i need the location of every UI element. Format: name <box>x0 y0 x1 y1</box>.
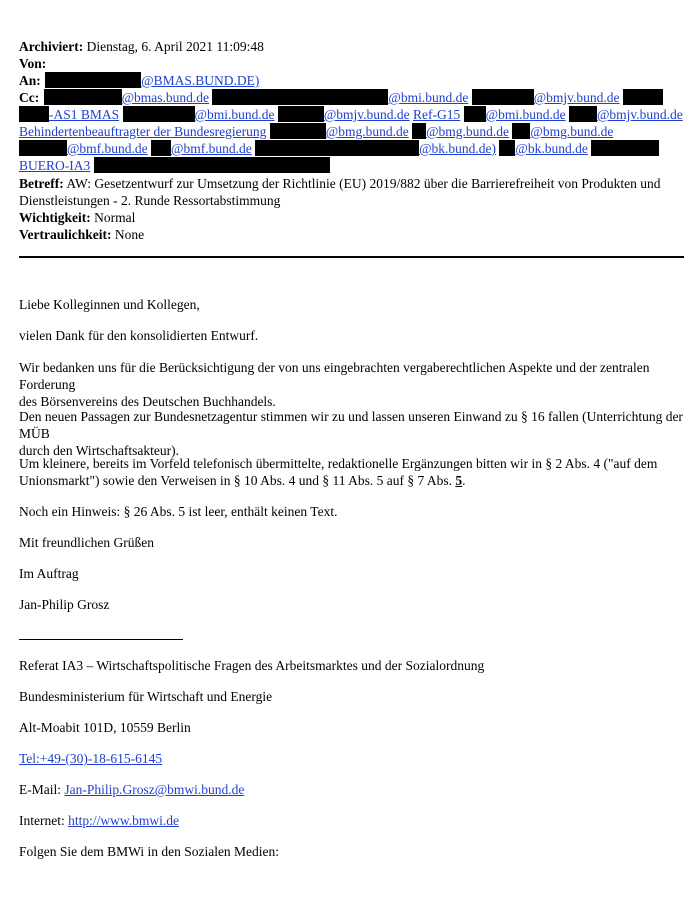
importance-row <box>19 209 684 226</box>
cc-link-bmi-1[interactable]: @bmi.bund.de <box>388 90 469 105</box>
signature-tel-row <box>19 750 684 767</box>
redaction <box>591 140 659 156</box>
paragraph-3-line-2-text: Unionsmarkt") sowie den Verweisen in § 10 Abs. 4 und § 11 Abs. 5 auf § 7 Abs. <box>19 473 456 488</box>
redaction <box>255 140 419 156</box>
cc-link-bmas[interactable]: @bmas.bund.de <box>121 90 210 105</box>
cc-link-bmf-2[interactable]: @bmf.bund.de <box>171 141 252 156</box>
cc-link-bmg-3[interactable]: @bmg.bund.de <box>530 124 614 139</box>
signature-ministry: Bundesministerium für Wirtschaft und Energie <box>19 689 273 704</box>
subject-row-2 <box>19 192 684 209</box>
paragraph-3-line-2 <box>19 472 684 489</box>
email-link[interactable]: Jan-Philip.Grosz@bmwi.bund.de <box>64 782 245 797</box>
header-divider <box>19 256 684 258</box>
email-label: E-Mail: <box>19 782 65 797</box>
cc-link-bmf-1[interactable]: @bmf.bund.de <box>67 141 148 156</box>
redaction <box>412 123 426 139</box>
signature-divider <box>19 639 183 640</box>
thanks-paragraph: vielen Dank für den konsolidierten Entwurf. <box>19 328 259 343</box>
from-label: Von: <box>19 56 47 71</box>
paragraph-2-line-1: Den neuen Passagen zur Bundesnetzagentur stimmen wir zu und lassen unseren Einwand zu § 16 fallen (Unterrichtung der MÜB <box>19 409 683 441</box>
im-auftrag: Im Auftrag <box>19 566 79 581</box>
redaction <box>270 123 326 139</box>
cc-link-bmjv-3[interactable]: @bmjv.bund.de <box>596 107 683 122</box>
cc-link-bmg-2[interactable]: @bmg.bund.de <box>426 124 510 139</box>
paragraph-2 <box>19 408 684 459</box>
highlighted-number: 5 <box>455 473 463 488</box>
subject-row <box>19 175 684 192</box>
cc-link-buero-ia3[interactable]: BUERO-IA3 <box>19 158 91 173</box>
redaction <box>623 89 663 105</box>
archived-label: Archiviert: <box>19 39 84 54</box>
cc-link-behindertenbeauftragter[interactable]: Behindertenbeauftragter der Bundesregierung <box>19 124 267 139</box>
paragraph-2-line-2: durch den Wirtschaftsakteur). <box>19 443 180 458</box>
redaction <box>464 106 486 122</box>
signature-internet-row <box>19 812 684 829</box>
subject-line-2: Dienstleistungen - 2. Runde Ressortabstimmung <box>19 193 281 208</box>
archived-value: Dienstag, 6. April 2021 11:09:48 <box>83 39 264 54</box>
confidentiality-label: Vertraulichkeit: <box>19 227 112 242</box>
paragraph-4: Noch ein Hinweis: § 26 Abs. 5 ist leer, enthält keinen Text. <box>19 504 338 519</box>
paragraph-1-line-2: des Börsenvereins des Deutschen Buchhandels. <box>19 394 276 409</box>
cc-row-5 <box>19 157 684 174</box>
cc-link-bmi-3[interactable]: @bmi.bund.de <box>485 107 566 122</box>
importance-value: Normal <box>90 210 136 225</box>
to-row <box>19 72 684 89</box>
redaction <box>44 89 122 105</box>
redaction <box>472 89 534 105</box>
cc-link-bmi-2[interactable]: @bmi.bund.de <box>194 107 275 122</box>
paragraph-1 <box>19 359 684 410</box>
cc-row-4 <box>19 140 684 157</box>
to-address-link[interactable]: @BMAS.BUND.DE) <box>141 73 260 88</box>
sender-name: Jan-Philip Grosz <box>19 597 110 612</box>
tel-link[interactable]: Tel:+49-(30)-18-615-6145 <box>19 751 163 766</box>
confidentiality-row <box>19 226 684 243</box>
redaction <box>569 106 597 122</box>
redaction <box>19 106 49 122</box>
redaction <box>212 89 388 105</box>
closing: Mit freundlichen Grüßen <box>19 535 154 550</box>
cc-link-ref-g15[interactable]: Ref-G15 <box>413 107 461 122</box>
confidentiality-value: None <box>111 227 145 242</box>
signature-social: Folgen Sie dem BMWi in den Sozialen Medien: <box>19 844 280 859</box>
paragraph-3-period: . <box>462 473 466 488</box>
paragraph-3 <box>19 455 684 489</box>
archived-row <box>19 38 684 55</box>
paragraph-1-line-1: Wir bedanken uns für die Berücksichtigung der von uns eingebrachten vergaberechtlichen Aspekte und der zentralen Forderung <box>19 360 650 392</box>
subject-label: Betreff: <box>19 176 64 191</box>
greeting: Liebe Kolleginnen und Kollegen, <box>19 297 200 312</box>
redaction <box>94 157 330 173</box>
redaction <box>123 106 195 122</box>
cc-label: Cc: <box>19 90 40 105</box>
cc-row-1 <box>19 89 684 106</box>
to-label: An: <box>19 73 41 88</box>
cc-link-bmjv-1[interactable]: @bmjv.bund.de <box>533 90 620 105</box>
redaction <box>45 72 141 88</box>
redaction <box>151 140 171 156</box>
subject-line-1: AW: Gesetzentwurf zur Umsetzung der Richtlinie (EU) 2019/882 über die Barrierefreiheit von Produkten und <box>63 176 661 191</box>
cc-link-bmg-1[interactable]: @bmg.bund.de <box>325 124 409 139</box>
internet-link[interactable]: http://www.bmwi.de <box>68 813 179 828</box>
importance-label: Wichtigkeit: <box>19 210 91 225</box>
cc-link-bmjv-2[interactable]: @bmjv.bund.de <box>323 107 410 122</box>
redaction <box>512 123 530 139</box>
cc-link-bk-2[interactable]: @bk.bund.de <box>515 141 588 156</box>
cc-row-3 <box>19 123 684 140</box>
cc-link-bk-1[interactable]: @bk.bund.de) <box>419 141 497 156</box>
redaction <box>278 106 324 122</box>
redaction <box>499 140 515 156</box>
cc-row-2 <box>19 106 684 123</box>
redaction <box>19 140 67 156</box>
from-row <box>19 55 684 72</box>
signature-address: Alt-Moabit 101D, 10559 Berlin <box>19 720 191 735</box>
signature-referat: Referat IA3 – Wirtschaftspolitische Fragen des Arbeitsmarktes und der Sozialordnung <box>19 658 485 673</box>
signature-email-row <box>19 781 684 798</box>
internet-label: Internet: <box>19 813 69 828</box>
paragraph-3-line-1: Um kleinere, bereits im Vorfeld telefonisch übermittelte, redaktionelle Ergänzungen bitten wir in § 2 Abs. 4 ("auf dem <box>19 456 658 471</box>
cc-link-as1[interactable]: -AS1 BMAS <box>49 107 120 122</box>
